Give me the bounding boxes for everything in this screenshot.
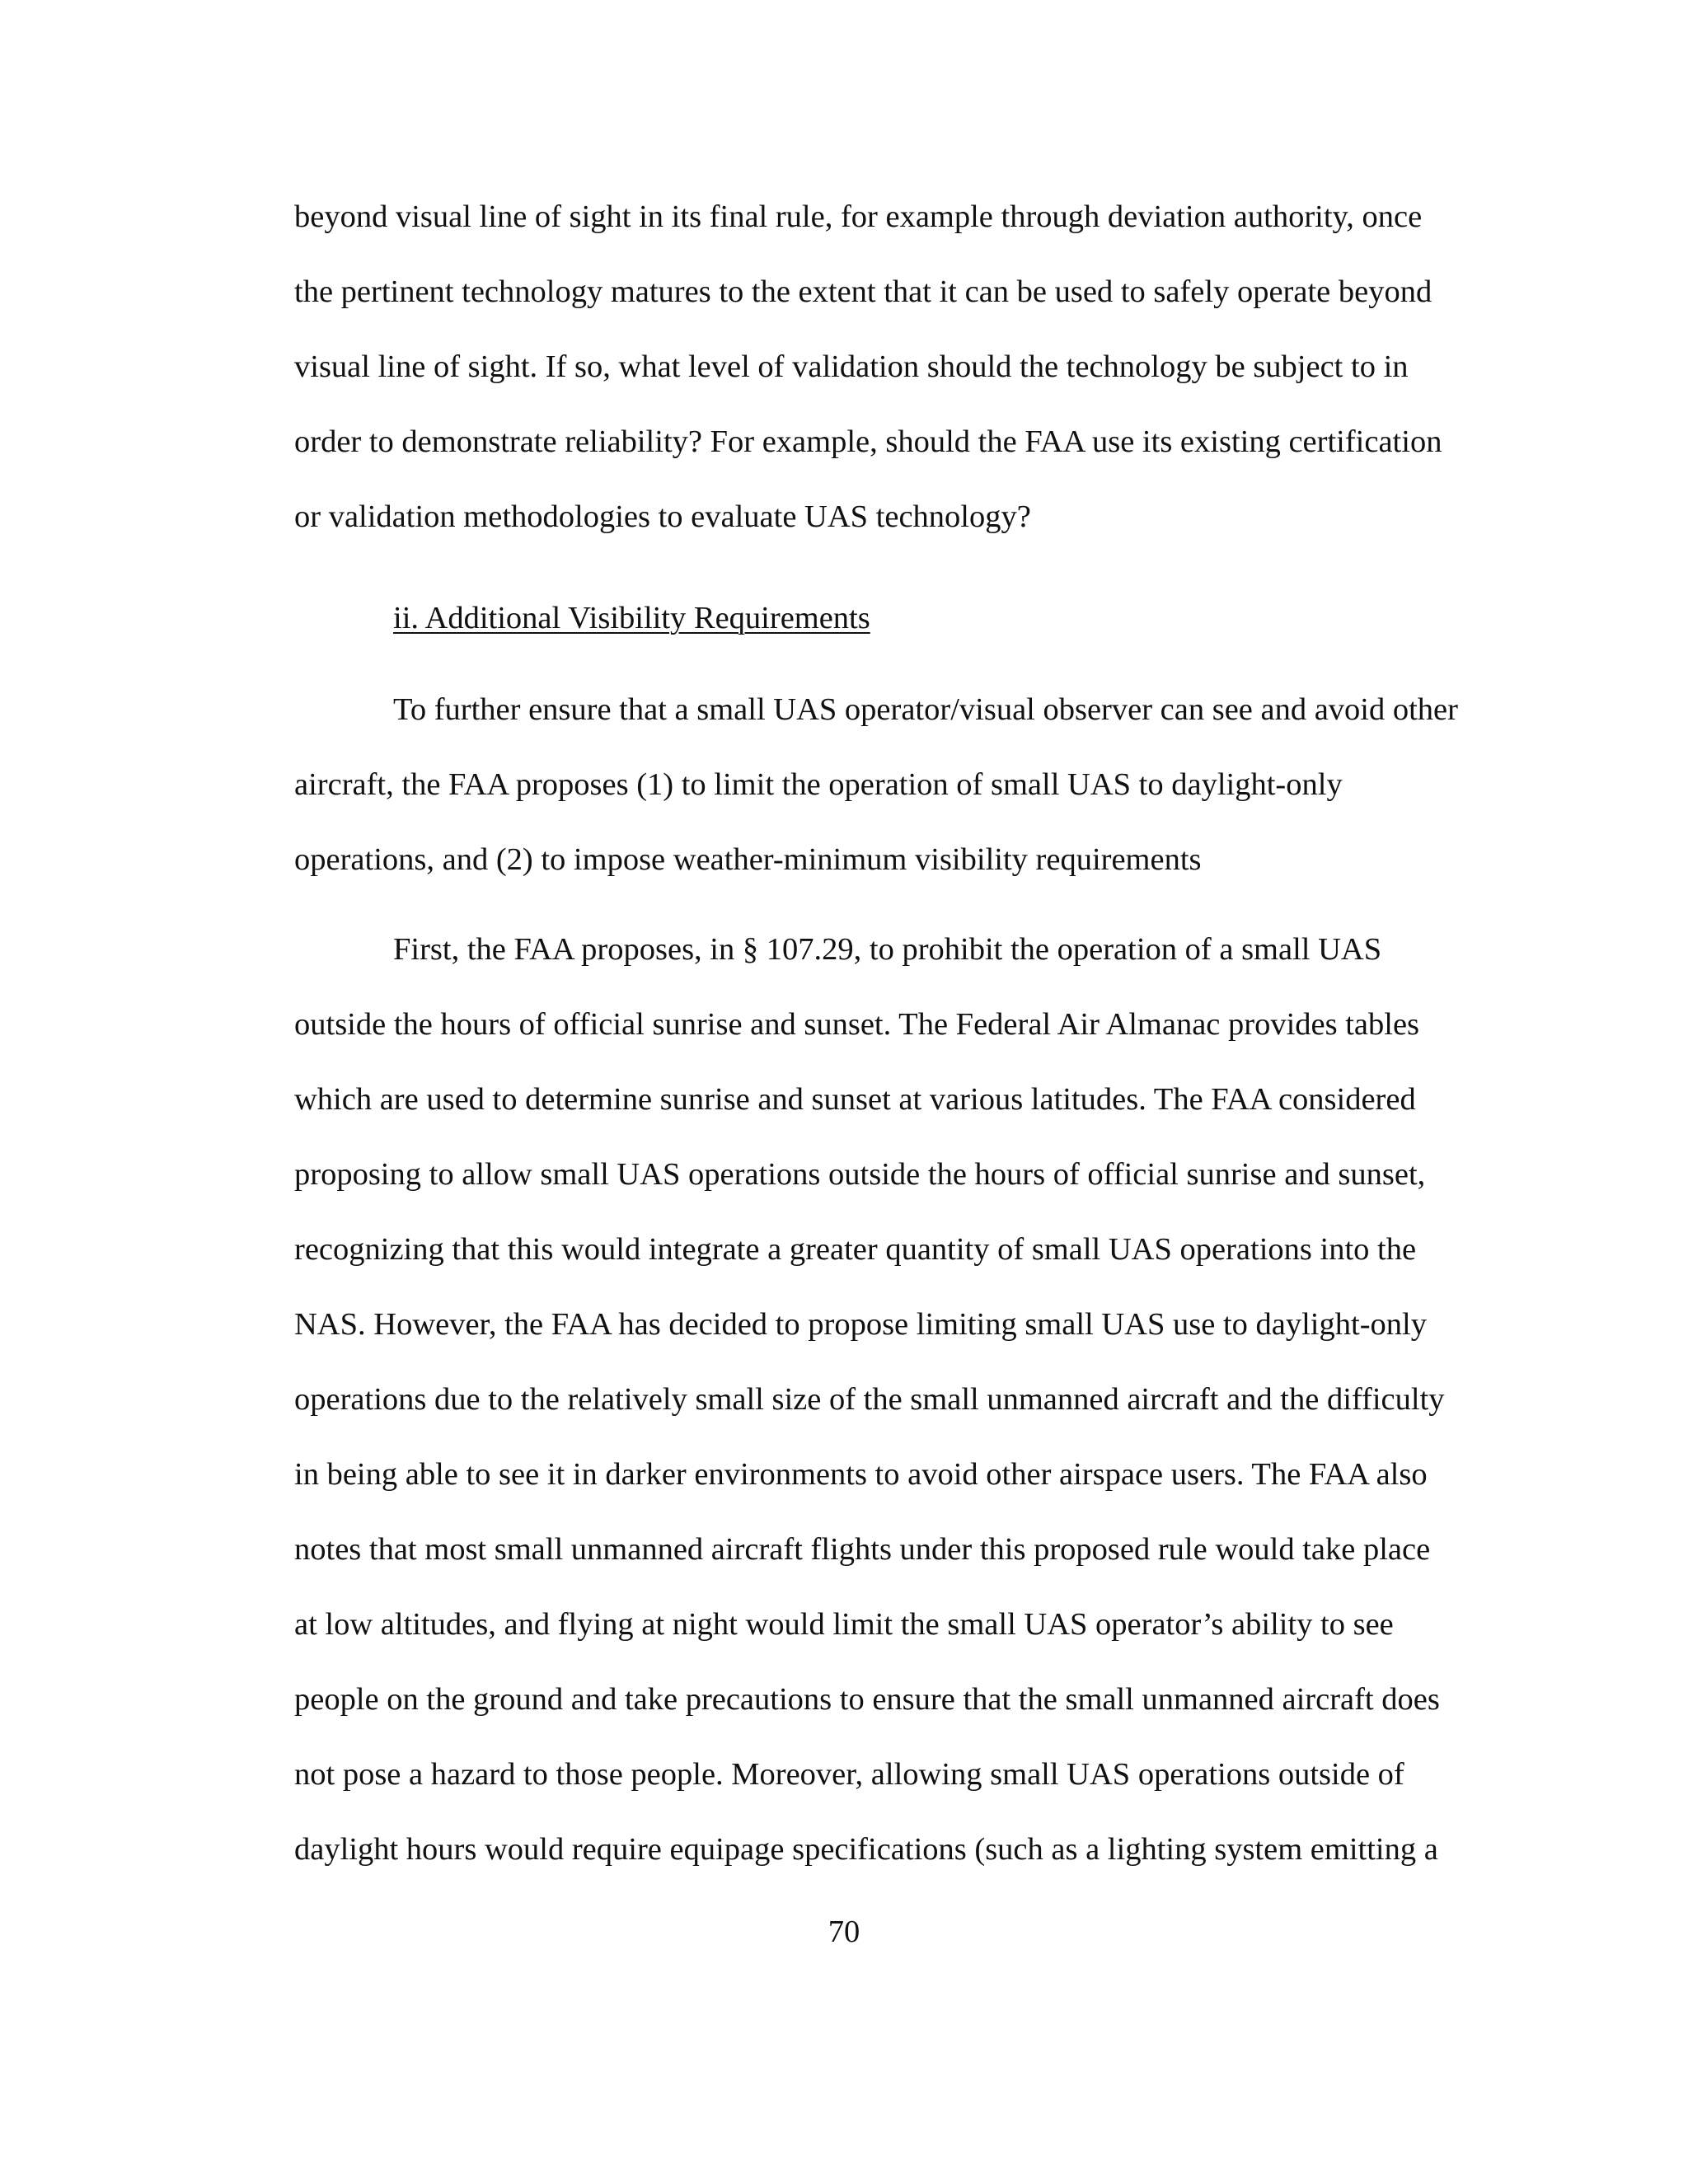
page-number: 70 [828, 1915, 860, 1949]
paragraph-3-line-8: in being able to see it in darker environments to avoid other airspace users. The FAA also [294, 1457, 1428, 1492]
paragraph-1-line-2: the pertinent technology matures to the extent that it can be used to safely operate beyond [294, 274, 1432, 309]
paragraph-3-line-11: people on the ground and take precautions to ensure that the small unmanned aircraft does [294, 1682, 1440, 1717]
paragraph-3-line-6: NAS. However, the FAA has decided to propose limiting small UAS use to daylight-only [294, 1307, 1427, 1342]
paragraph-2-line-1: To further ensure that a small UAS operator/visual observer can see and avoid other [393, 692, 1458, 727]
paragraph-3-line-1: First, the FAA proposes, in § 107.29, to prohibit the operation of a small UAS [393, 932, 1382, 967]
paragraph-1-line-1: beyond visual line of sight in its final rule, for example through deviation authority, once [294, 199, 1423, 234]
paragraph-1-line-3: visual line of sight. If so, what level of validation should the technology be subject to in [294, 349, 1409, 384]
paragraph-2-line-3: operations, and (2) to impose weather-minimum visibility requirements [294, 842, 1202, 877]
paragraph-3-line-2: outside the hours of official sunrise and sunset. The Federal Air Almanac provides tables [294, 1007, 1420, 1042]
paragraph-1-line-4: order to demonstrate reliability? For example, should the FAA use its existing certification [294, 424, 1442, 459]
paragraph-3-line-7: operations due to the relatively small size of the small unmanned aircraft and the difficulty [294, 1382, 1445, 1417]
paragraph-3-line-12: not pose a hazard to those people. Moreover, allowing small UAS operations outside of [294, 1757, 1404, 1792]
paragraph-2-line-2: aircraft, the FAA proposes (1) to limit the operation of small UAS to daylight-only [294, 767, 1343, 802]
paragraph-3-line-9: notes that most small unmanned aircraft flights under this proposed rule would take place [294, 1532, 1431, 1567]
paragraph-3-line-5: recognizing that this would integrate a greater quantity of small UAS operations into the [294, 1232, 1417, 1267]
paragraph-1-line-5: or validation methodologies to evaluate UAS technology? [294, 499, 1031, 534]
paragraph-3-line-13: daylight hours would require equipage specifications (such as a lighting system emitting a [294, 1832, 1438, 1867]
paragraph-3-line-10: at low altitudes, and flying at night would limit the small UAS operator’s ability to see [294, 1607, 1394, 1642]
section-heading: ii. Additional Visibility Requirements [393, 601, 870, 635]
paragraph-3-line-3: which are used to determine sunrise and sunset at various latitudes. The FAA considered [294, 1082, 1416, 1117]
paragraph-3-line-4: proposing to allow small UAS operations outside the hours of official sunrise and sunset, [294, 1157, 1426, 1192]
